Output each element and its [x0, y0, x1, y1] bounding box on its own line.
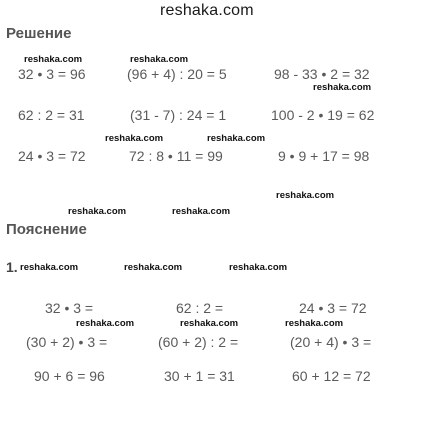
watermark: reshaka.com	[313, 82, 372, 93]
explanation-line: 62 : 2 =	[176, 300, 224, 316]
solution-equation: (31 - 7) : 24 = 1	[130, 107, 227, 123]
watermark: reshaka.com	[276, 190, 335, 201]
watermark: reshaka.com	[76, 318, 135, 329]
explanation-line: 30 + 1 = 31	[164, 368, 235, 384]
watermark: reshaka.com	[105, 133, 164, 144]
watermark: reshaka.com	[68, 206, 127, 217]
solution-equation: (96 + 4) : 20 = 5	[127, 66, 227, 82]
explanation-line: 32 • 3 =	[45, 300, 94, 316]
watermark: reshaka.com	[130, 54, 189, 65]
explanation-line: (30 + 2) • 3 =	[26, 334, 108, 350]
watermark: reshaka.com	[172, 206, 231, 217]
explanation-heading: Пояснение	[6, 221, 87, 238]
solution-equation: 100 - 2 • 19 = 62	[271, 107, 375, 123]
item-number: 1.	[6, 259, 18, 275]
watermark: reshaka.com	[229, 262, 288, 273]
solution-equation: 98 - 33 • 2 = 32	[274, 66, 370, 82]
explanation-line: (60 + 2) : 2 =	[158, 334, 239, 350]
explanation-line: 90 + 6 = 96	[34, 368, 105, 384]
solution-equation: 24 • 3 = 72	[18, 148, 86, 164]
solution-equation: 9 • 9 + 17 = 98	[278, 148, 370, 164]
solution-equation: 32 • 3 = 96	[18, 66, 86, 82]
solution-heading: Решение	[6, 25, 72, 42]
watermark: reshaka.com	[124, 262, 183, 273]
watermark: reshaka.com	[180, 318, 239, 329]
watermark: reshaka.com	[285, 318, 344, 329]
explanation-line: 60 + 12 = 72	[292, 368, 371, 384]
solution-equation: 62 : 2 = 31	[18, 107, 85, 123]
watermark: reshaka.com	[207, 133, 266, 144]
site-brand: reshaka.com	[160, 2, 254, 19]
explanation-line: 24 • 3 = 72	[299, 300, 367, 316]
explanation-line: (20 + 4) • 3 =	[290, 334, 372, 350]
watermark: reshaka.com	[20, 262, 79, 273]
watermark: reshaka.com	[24, 54, 83, 65]
solution-equation: 72 : 8 • 11 = 99	[129, 148, 223, 164]
